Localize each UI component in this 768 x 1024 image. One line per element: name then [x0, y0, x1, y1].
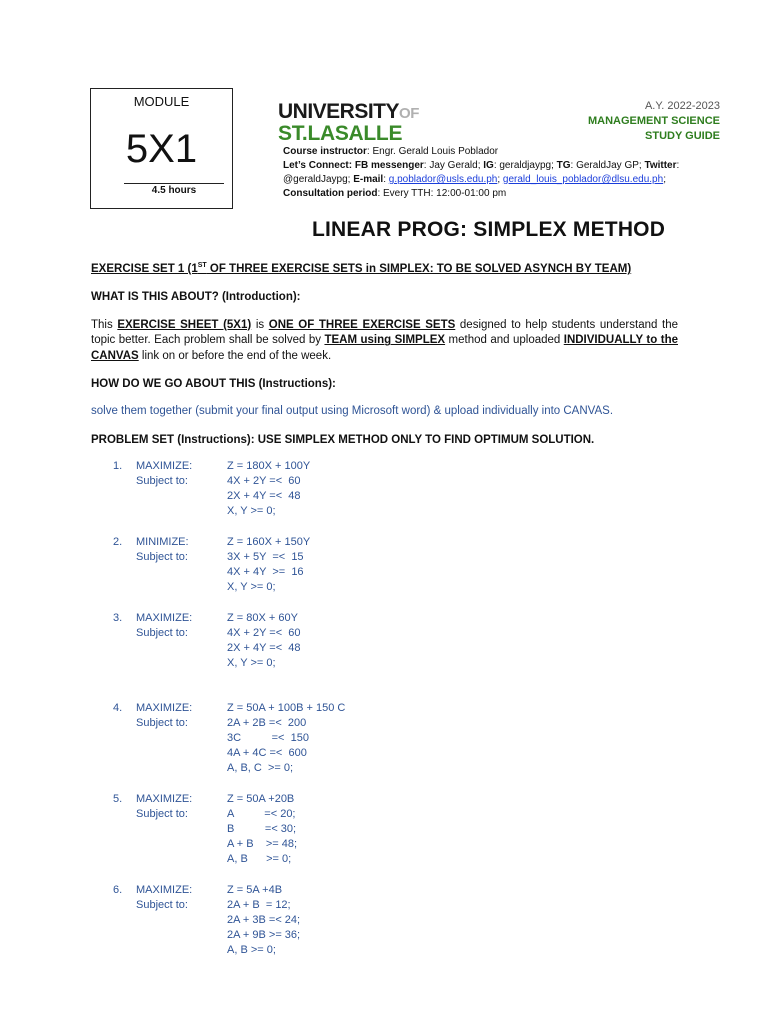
equation-line: A, B, C >= 0;: [227, 761, 294, 774]
equation-line: X, Y >= 0;: [227, 504, 276, 517]
problem-subject-label: Subject to:: [136, 474, 188, 487]
email-label: E-mail: [353, 174, 384, 185]
fb-value: : Jay Gerald;: [423, 160, 484, 171]
email-link-usls[interactable]: g.poblador@usls.edu.ph: [388, 174, 498, 185]
problem-objective: MAXIMIZE:: [136, 883, 193, 896]
problem-number: 4.: [113, 701, 123, 714]
consultation-line: [283, 187, 723, 201]
course-subject: MANAGEMENT SCIENCE: [587, 115, 720, 127]
connect-label: Let’s Connect: [283, 160, 349, 171]
problem-objective: MAXIMIZE:: [136, 701, 193, 714]
consultation-value: : Every TTH: 12:00-01:00 pm: [377, 188, 507, 199]
instructions-heading: HOW DO WE GO ABOUT THIS (Instructions):: [91, 378, 336, 391]
exercise-heading: [91, 262, 678, 275]
logo-line1: UNIVERSITY: [278, 100, 400, 123]
equation-line: X, Y >= 0;: [227, 656, 276, 669]
equation-line: 2A + 3B =< 24;: [227, 913, 301, 926]
problem-number: 6.: [113, 883, 123, 896]
consultation-label: Consultation period: [283, 188, 378, 199]
problem-set-heading: PROBLEM SET (Instructions): USE SIMPLEX METHOD ONLY TO FIND OPTIMUM SOLUTION.: [91, 433, 595, 446]
problem-objective: MINIMIZE:: [136, 535, 189, 548]
module-hours: 4.5 hours: [151, 185, 197, 196]
exercise-heading-pre: EXERCISE SET 1 (1: [91, 262, 198, 275]
problem-objective: MAXIMIZE:: [136, 792, 193, 805]
module-code: 5X1: [125, 127, 198, 171]
twitter-value: : @geraldJaypg;: [283, 160, 680, 185]
equation-line: 2X + 4Y =< 48: [227, 489, 301, 502]
problem-objective: MAXIMIZE:: [136, 611, 193, 624]
problem-subject-label: Subject to:: [136, 716, 188, 729]
intro-bold-3: TEAM using SIMPLEX: [324, 334, 446, 347]
page-title: LINEAR PROG: SIMPLEX METHOD: [312, 218, 666, 241]
problem-item: [91, 792, 678, 867]
main-content: [91, 262, 678, 974]
equation-line: 2X + 4Y =< 48: [227, 641, 301, 654]
equation-line: X, Y >= 0;: [227, 580, 276, 593]
email-separator: :: [383, 174, 389, 185]
equation-line: 4A + 4C =< 600: [227, 746, 307, 759]
problem-equations: [227, 611, 678, 671]
problem-number: 2.: [113, 535, 123, 548]
logo-line2: ST.LASALLE: [278, 122, 403, 145]
equation-line: Z = 80X + 60Y: [227, 611, 298, 624]
equation-line: Z = 160X + 150Y: [227, 535, 311, 548]
logo-line1-suffix: OF: [399, 105, 419, 122]
equation-line: 4X + 4Y >= 16: [227, 565, 304, 578]
equation-line: 2A + 2B =< 200: [227, 716, 307, 729]
equation-line: 3C =< 150: [227, 731, 309, 744]
intro-heading: WHAT IS THIS ABOUT? (Introduction):: [91, 290, 301, 303]
equation-line: A, B >= 0;: [227, 943, 276, 956]
problem-item: [91, 701, 678, 776]
ig-label: IG: [483, 160, 494, 171]
problem-subject-label: Subject to:: [136, 807, 188, 820]
fb-label: : FB messenger: [348, 160, 424, 171]
intro-bold-2: ONE OF THREE EXERCISE SETS: [268, 318, 456, 331]
intro-bold-1: EXERCISE SHEET (5X1): [117, 318, 252, 331]
equation-line: A, B >= 0;: [227, 852, 292, 865]
problem-number: 5.: [113, 792, 123, 805]
equation-line: A =< 20;: [227, 807, 296, 820]
problem-item: [91, 535, 678, 595]
problem-number: 3.: [113, 611, 123, 624]
problem-list: [91, 459, 678, 958]
email-end: ;: [663, 174, 666, 185]
instructor-name: : Engr. Gerald Louis Poblador: [366, 146, 499, 157]
equation-line: Z = 5A +4B: [227, 883, 283, 896]
problem-subject-label: Subject to:: [136, 898, 188, 911]
equation-line: Z = 50A +20B: [227, 792, 295, 805]
email-link-dlsu[interactable]: gerald_louis_poblador@dlsu.edu.ph: [502, 174, 664, 185]
problem-number: 1.: [113, 459, 123, 472]
intro-text-2: is: [251, 318, 269, 331]
equation-line: 4X + 2Y =< 60: [227, 626, 301, 639]
exercise-heading-post: OF THREE EXERCISE SETS in SIMPLEX: TO BE SOLVED ASYNCH BY TEAM): [206, 262, 632, 275]
university-logo: [278, 101, 419, 144]
connect-line: [283, 159, 723, 187]
email-separator-2: ;: [497, 174, 503, 185]
equation-line: 2A + B = 12;: [227, 898, 291, 911]
intro-paragraph: [91, 318, 678, 365]
problem-item: [91, 883, 678, 958]
problem-equations: [227, 459, 678, 519]
problem-subject-label: Subject to:: [136, 626, 188, 639]
exercise-heading-sup: ST: [197, 262, 207, 269]
equation-line: Z = 180X + 100Y: [227, 459, 311, 472]
module-label: MODULE: [133, 94, 190, 109]
intro-text-4: method and uploaded: [445, 334, 564, 347]
intro-bold-4: INDIVIDUALLY to the CANVAS: [91, 334, 678, 362]
problem-subject-label: Subject to:: [136, 550, 188, 563]
academic-year: A.Y. 2022-2023: [644, 100, 720, 112]
equation-line: 3X + 5Y =< 15: [227, 550, 304, 563]
instructions-text: solve them together (submit your final output using Microsoft word) & upload individually into CANVAS.: [91, 405, 614, 418]
contact-info: [283, 145, 723, 201]
equation-line: 2A + 9B >= 36;: [227, 928, 301, 941]
tg-label: TG: [556, 160, 571, 171]
intro-text-5: link on or before the end of the week.: [138, 349, 332, 362]
equation-line: A + B >= 48;: [227, 837, 298, 850]
equation-line: Z = 50A + 100B + 150 C: [227, 701, 346, 714]
document-type: STUDY GUIDE: [645, 130, 720, 142]
ig-value: : geraldjaypg;: [493, 160, 557, 171]
tg-value: : GeraldJay GP;: [570, 160, 645, 171]
problem-equations: [227, 701, 678, 776]
problem-equations: [227, 883, 678, 958]
equation-line: 4X + 2Y =< 60: [227, 474, 301, 487]
equation-line: B =< 30;: [227, 822, 297, 835]
intro-text-1: This: [91, 318, 118, 331]
module-box: [90, 88, 233, 209]
problem-equations: [227, 535, 678, 595]
problem-item: [91, 459, 678, 519]
instructor-line: [283, 145, 723, 159]
intro-text-3: designed to help students understand the topic better. Each problem shall be solved by: [91, 318, 678, 347]
problem-objective: MAXIMIZE:: [136, 459, 193, 472]
problem-equations: [227, 792, 678, 867]
instructor-label: Course instructor: [283, 146, 367, 157]
twitter-label: Twitter: [644, 160, 677, 171]
module-divider: [124, 183, 224, 184]
header-info: [588, 99, 720, 144]
problem-item: [91, 611, 678, 671]
